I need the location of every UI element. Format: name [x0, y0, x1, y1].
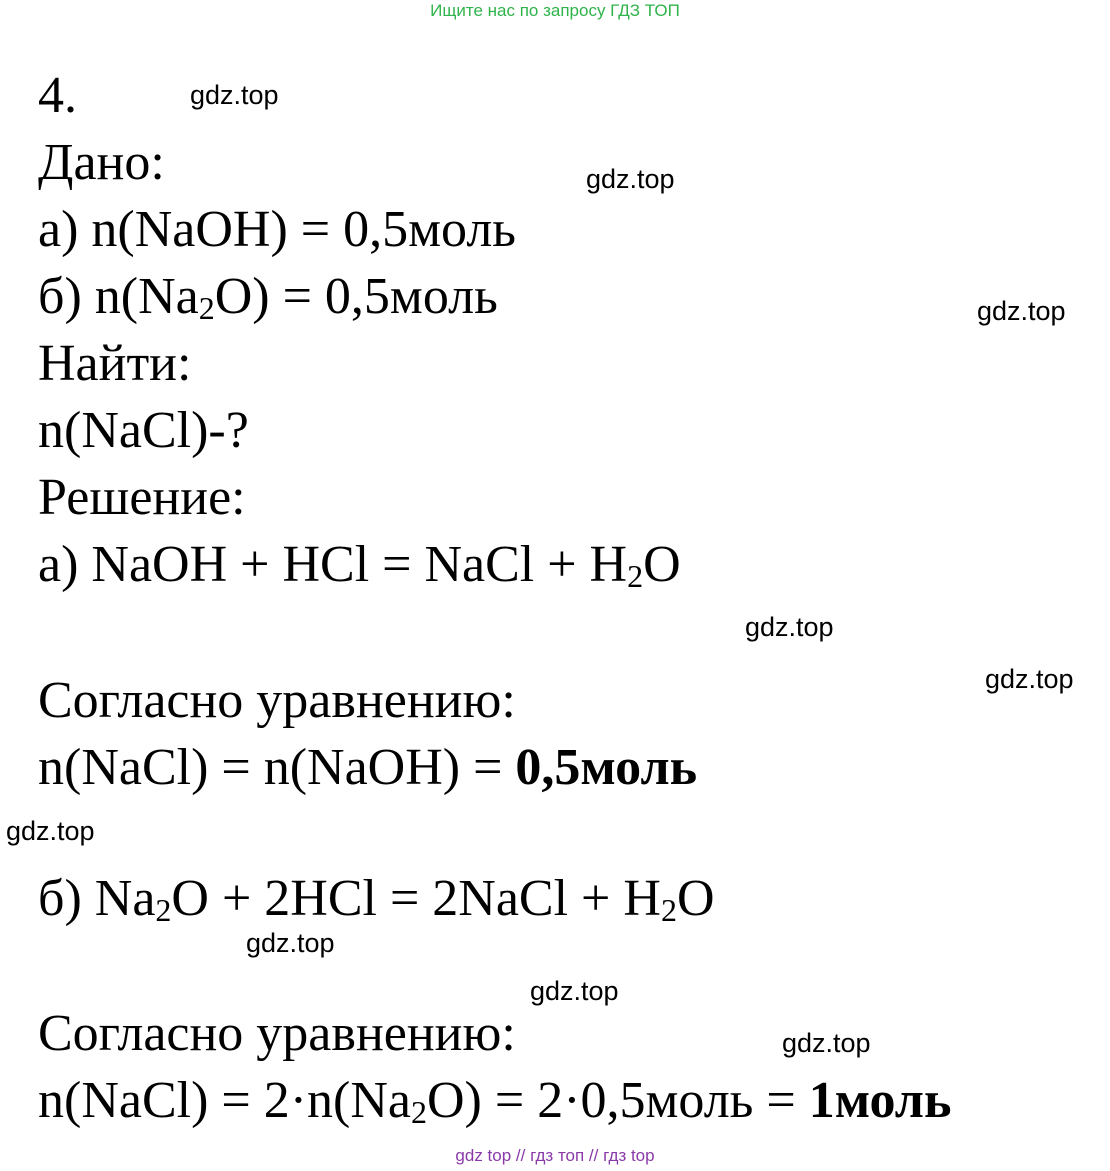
watermark: gdz.top [6, 816, 95, 846]
solution-label: Решение: [38, 469, 246, 526]
result-a-text: n(NaCl) = n(NaOH) = [38, 739, 516, 796]
task-number: 4. [38, 67, 77, 124]
result-b [38, 1072, 952, 1130]
footer-links: gdz top // гдз топ // гдз top [455, 1146, 655, 1165]
watermark: gdz.top [530, 976, 619, 1006]
equation-b-part2: O + 2HCl = 2NaCl + H [171, 870, 661, 927]
given-label: Дано: [38, 134, 165, 191]
according-b: Согласно уравнению: [38, 1005, 516, 1062]
equation-a-part1: а) NaOH + HCl = NaCl + H [38, 536, 628, 593]
result-a-answer: 0,5моль [515, 739, 698, 796]
given-a-text: а) n(NaOH) = 0,5моль [38, 201, 516, 258]
equation-b-sub2: 2 [660, 892, 677, 928]
according-a: Согласно уравнению: [38, 672, 516, 729]
result-b-part2: O) = 2·0,5моль = [427, 1072, 809, 1129]
watermark: gdz.top [745, 612, 834, 642]
watermark: gdz.top [190, 80, 279, 110]
equation-a-sub: 2 [627, 558, 644, 594]
watermark: gdz.top [782, 1028, 871, 1058]
equation-a [38, 536, 681, 594]
find-value: n(NaCl)-? [38, 402, 249, 459]
equation-a-part2: O [643, 536, 681, 593]
equation-b-sub1: 2 [155, 892, 172, 928]
watermark: gdz.top [985, 664, 1074, 694]
watermark: gdz.top [246, 928, 335, 958]
top-banner: Ищите нас по запросу ГДЗ ТОП [430, 1, 680, 20]
given-b-suffix: O) = 0,5моль [214, 268, 498, 325]
result-b-part1: n(NaCl) = 2·n(Na [38, 1072, 411, 1129]
watermark: gdz.top [977, 296, 1066, 326]
equation-b-part1: б) Na [38, 870, 156, 927]
given-b-prefix: б) n(Na [38, 268, 199, 325]
equation-b-part3: O [676, 870, 715, 927]
given-a [38, 201, 516, 258]
given-b-sub: 2 [198, 290, 215, 326]
given-b [38, 268, 498, 326]
result-b-answer: 1моль [808, 1072, 952, 1129]
find-label: Найти: [38, 335, 192, 392]
watermark: gdz.top [586, 164, 675, 194]
result-b-sub: 2 [411, 1094, 427, 1130]
result-a [38, 739, 698, 796]
equation-b [38, 870, 715, 928]
